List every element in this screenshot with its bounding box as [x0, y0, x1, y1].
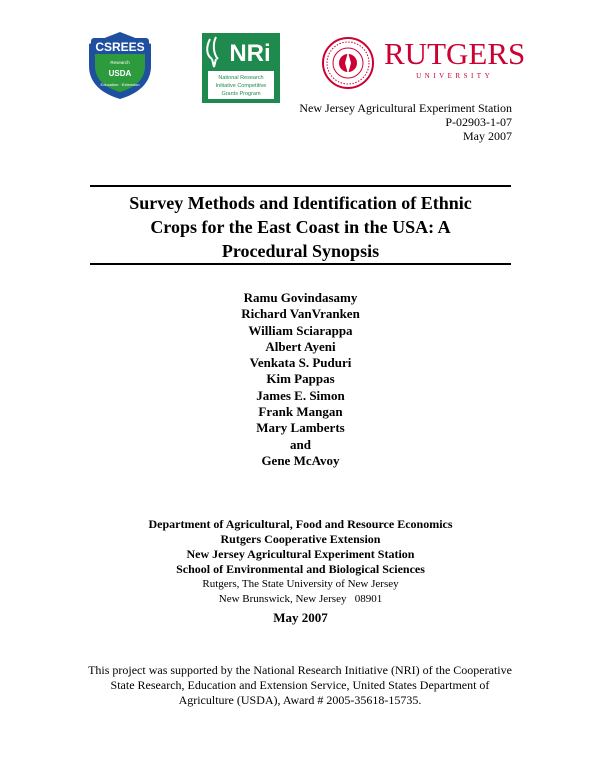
funding-line-2: State Research, Education and Extension Service, United States Department of [110, 678, 490, 692]
author: Frank Mangan [258, 404, 343, 420]
title-line-2: Crops for the East Coast in the USA: A [150, 217, 451, 237]
rutgers-seal-icon [321, 36, 375, 90]
nri-line2: Initiative Competitive [215, 83, 267, 89]
title-rule-bottom [90, 263, 511, 265]
author: William Sciarappa [248, 322, 353, 338]
author: James E. Simon [256, 387, 345, 403]
nri-logo-icon [202, 33, 280, 103]
csrees-logo-icon [85, 30, 155, 100]
rutgers-name: RUTGERS [384, 36, 526, 71]
document-title [90, 191, 511, 263]
title-line-1: Survey Methods and Identification of Ethnic [129, 193, 472, 213]
author-conjunction: and [290, 436, 311, 452]
author-list [90, 290, 511, 469]
csrees-ring-bottom: Education · Extension [100, 82, 140, 87]
title-line-3: Procedural Synopsis [221, 241, 380, 261]
header-date: May 2007 [463, 129, 512, 143]
affiliation-block [90, 517, 511, 607]
author: Richard VanVranken [241, 306, 360, 322]
author: Mary Lamberts [256, 420, 345, 436]
extension: Rutgers Cooperative Extension [220, 532, 381, 546]
csrees-logo [85, 30, 155, 100]
nri-logo [202, 33, 280, 103]
funding-line-1: This project was supported by the National Research Initiative (NRI) of the Cooperative [88, 663, 512, 677]
title-rule-top [90, 185, 511, 187]
funding-line-3: Agriculture (USDA), Award # 2005-35618-15735. [178, 693, 422, 707]
author: Gene McAvoy [261, 452, 340, 468]
university: Rutgers, The State University of New Jersey [202, 578, 399, 590]
station-name: New Jersey Agricultural Experiment Station [299, 101, 512, 115]
department: Department of Agricultural, Food and Resource Economics [148, 517, 453, 531]
author: Albert Ayeni [265, 338, 336, 354]
nri-line1: National Research [218, 75, 264, 81]
author: Kim Pappas [266, 371, 335, 387]
csrees-ring-top: Research [110, 60, 130, 65]
station-header [299, 101, 512, 143]
rutgers-wordmark [384, 38, 525, 80]
funding-statement [80, 663, 520, 708]
csrees-name: CSREES [95, 40, 145, 54]
rutgers-university: UNIVERSITY [416, 72, 494, 80]
experiment-station: New Jersey Agricultural Experiment Station [186, 547, 415, 561]
nri-name: NRi [229, 40, 271, 67]
address: New Brunswick, New Jersey 08901 [218, 593, 383, 605]
nri-line3: Grants Program [221, 91, 261, 97]
author: Ramu Govindasamy [243, 290, 358, 305]
rutgers-seal [321, 36, 375, 90]
publication-number: P-02903-1-07 [445, 115, 512, 129]
csrees-sub: USDA [108, 69, 132, 78]
school: School of Environmental and Biological Sciences [176, 562, 425, 576]
publication-date: May 2007 [273, 610, 328, 625]
author: Venkata S. Puduri [249, 355, 352, 371]
